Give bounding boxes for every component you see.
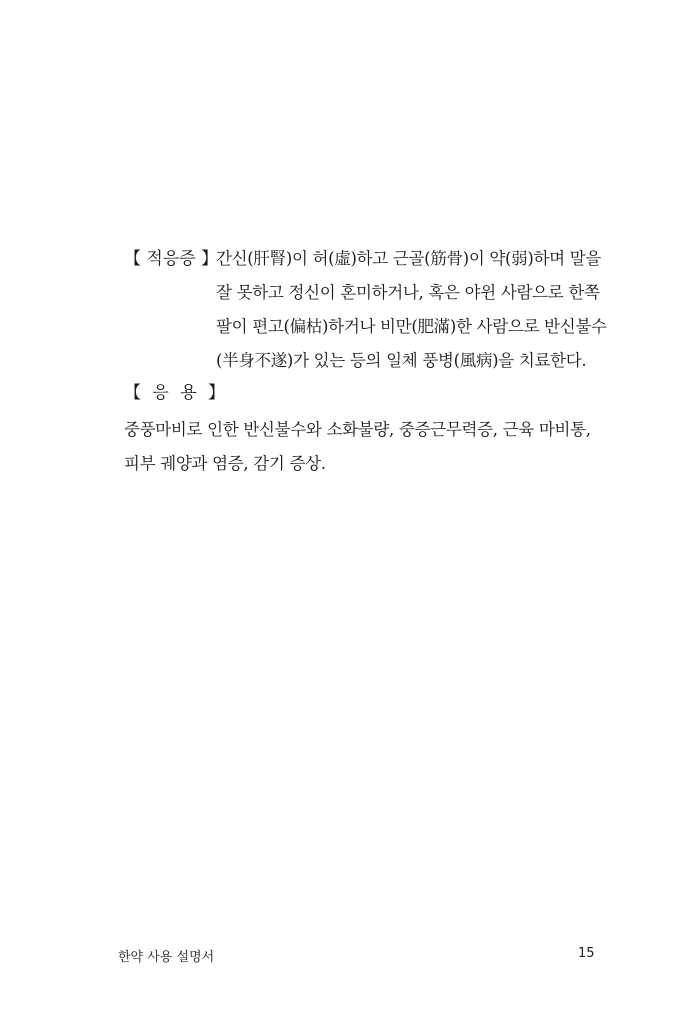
application-heading: 【 응 용 】 — [124, 383, 226, 403]
page-number: 15 — [578, 946, 595, 961]
indications-heading: 【 적응증 】 — [124, 249, 219, 269]
indications-line-2: 잘 못하고 정신이 혼미하거나, 혹은 야윈 사람으로 한쪽 — [216, 283, 600, 302]
indications-line-3: 팔이 편고(偏枯)하거나 비만(肥滿)한 사람으로 반신불수 — [216, 317, 607, 336]
application-line-1: 중풍마비로 인한 반신불수와 소화불량, 중증근무력증, 근육 마비통, — [124, 420, 591, 439]
indications-line-4: (半身不遂)가 있는 등의 일체 풍병(風病)을 치료한다. — [216, 351, 587, 370]
indications-line-1: 간신(肝腎)이 허(虛)하고 근골(筋骨)이 약(弱)하며 말을 — [216, 249, 602, 268]
application-line-2: 피부 궤양과 염증, 감기 증상. — [124, 454, 326, 473]
footer-title: 한약 사용 설명서 — [118, 950, 215, 965]
